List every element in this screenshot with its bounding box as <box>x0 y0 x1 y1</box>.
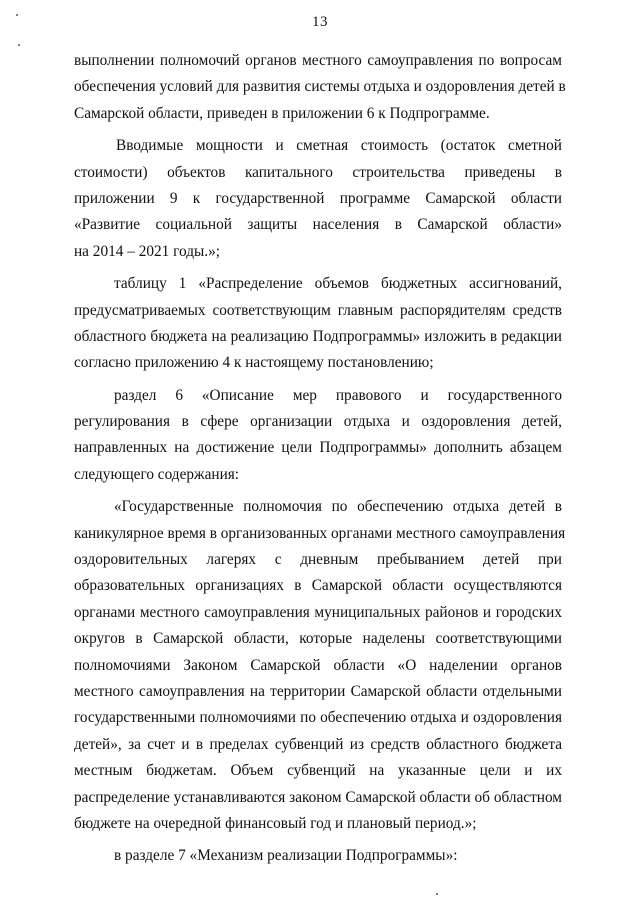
text-line: согласно приложению 4 к настоящему постановлению; <box>74 354 434 372</box>
text-line: выполнении полномочий органов местного самоуправления по вопросам <box>74 52 562 69</box>
paragraph <box>74 48 566 127</box>
text-line: приложении 9 к государственной программе Самарской области <box>74 189 562 207</box>
text-line: «Государственные полномочия по обеспечению отдыха детей в <box>114 498 562 516</box>
text-line: образовательных организациях в Самарской области осуществляются <box>74 577 562 595</box>
text-line: следующего содержания: <box>74 465 240 483</box>
text-line: детей», за счет и в пределах субвенций из средств областного бюджета <box>74 735 562 753</box>
text-line: «Развитие социальной защиты населения в Самарской области» <box>74 216 562 234</box>
text-line: местного самоуправления на территории Самарской области отдельными <box>74 682 562 700</box>
text-line: Самарской области, приведен в приложении 6 к Подпрограмме. <box>74 104 490 122</box>
paragraph <box>74 843 562 869</box>
text-line: оздоровительных лагерях с дневным пребыванием детей при <box>74 551 562 569</box>
text-line: обеспечения условий для развития системы отдыха и оздоровления детей в <box>74 78 566 96</box>
text-line: предусматриваемых соответствующим главным распорядителям средств <box>74 301 562 319</box>
text-line: государственными полномочиями по обеспечению отдыха и оздоровления <box>74 709 562 727</box>
scan-speck <box>436 893 438 895</box>
text-line: каникулярное время в организованных органами местного самоуправления <box>74 524 566 542</box>
text-line: органами местного самоуправления муниципальных районов и городских <box>74 603 562 621</box>
text-line: таблицу 1 «Распределение объемов бюджетных ассигнований, <box>114 275 562 293</box>
text-line: раздел 6 «Описание мер правового и государственного <box>114 386 562 404</box>
text-line: распределение устанавливаются законом Самарской области об областном <box>74 788 562 806</box>
text-line: местным бюджетам. Объем субвенций на указанные цели и их <box>74 762 562 780</box>
paragraph <box>74 271 562 377</box>
text-line: округов в Самарской области, которые наделены соответствующими <box>74 630 562 648</box>
paragraph <box>74 383 562 489</box>
text-line: регулирования в сфере организации отдыха и оздоровления детей, <box>74 413 562 431</box>
text-line: стоимости) объектов капитального строительства приведены в <box>74 163 562 181</box>
scan-speck <box>18 44 20 46</box>
text-line: областного бюджета на реализацию Подпрограммы» изложить в редакции <box>74 327 562 345</box>
document-body <box>74 48 566 870</box>
paragraph <box>74 133 562 265</box>
text-line: направленных на достижение цели Подпрограммы» дополнить абзацем <box>74 439 562 457</box>
page-number: 13 <box>312 14 328 30</box>
text-line: Вводимые мощности и сметная стоимость (остаток сметной <box>116 137 562 155</box>
paragraph <box>74 494 566 837</box>
text-line: полномочиями Законом Самарской области «О наделении органов <box>74 656 562 674</box>
text-line: в разделе 7 «Механизм реализации Подпрограммы»: <box>114 847 458 865</box>
text-line: на 2014 – 2021 годы.»; <box>74 242 220 260</box>
text-line: бюджете на очередной финансовый год и плановый период.»; <box>74 814 477 832</box>
